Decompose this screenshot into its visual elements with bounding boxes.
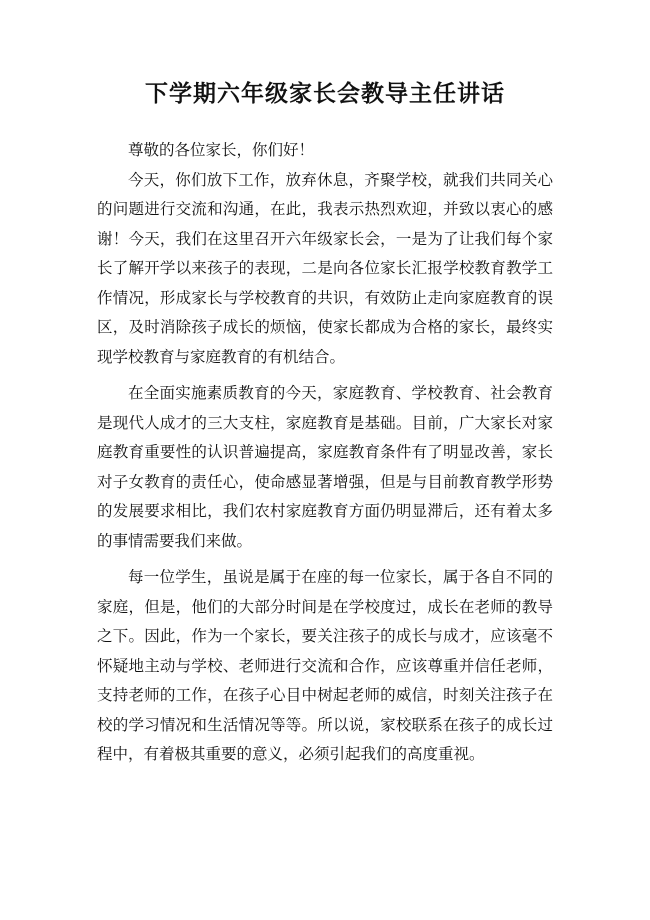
paragraph-home-school-link: 每一位学生，虽说是属于在座的每一位家长，属于各自不同的家庭，但是，他们的大部分时间是在学校度过，成长在老师的教导之下。因此，作为一个家长，要关注孩子的成长与成才，应该毫不怀疑地主动与学校、老师进行交流和合作，应该尊重并信任老师，支持老师的工作，在孩子心目中树起老师的威信，时刻关注孩子在校的学习情况和生活情况等等。所以说，家校联系在孩子的成长过程中，有着极其重要的意义，必须引起我们的高度重视。 bbox=[97, 568, 553, 763]
paragraph-welcome: 今天，你们放下工作，放弃休息，齐聚学校，就我们共同关心的问题进行交流和沟通，在此，我表示热烈欢迎，并致以衷心的感谢！今天，我们在这里召开六年级家长会，一是为了让我们每个家长了解开学以来孩子的表现，二是向各位家长汇报学校教育教学工作情况，形成家长与学校教育的共识，有效防止走向家庭教育的误区，及时消除孩子成长的烦恼，使家长都成为合格的家长，最终实现学校教育与家庭教育的有机结合。 bbox=[97, 170, 553, 366]
paragraph-greeting: 尊敬的各位家长，你们好！ bbox=[128, 141, 315, 159]
document-body bbox=[97, 136, 553, 770]
paragraph-education-pillars: 在全面实施素质教育的今天，家庭教育、学校教育、社会教育是现代人成才的三大支柱，家庭教育是基础。目前，广大家长对家庭教育重要性的认识普遍提高，家庭教育条件有了明显改善，家长对子女教育的责任心，使命感显著增强，但是与目前教育教学形势的发展要求相比，我们农村家庭教育方面仍明显滞后，还有着太多的事情需要我们来做。 bbox=[97, 384, 553, 550]
page-title: 下学期六年级家长会教导主任讲话 bbox=[145, 80, 505, 107]
